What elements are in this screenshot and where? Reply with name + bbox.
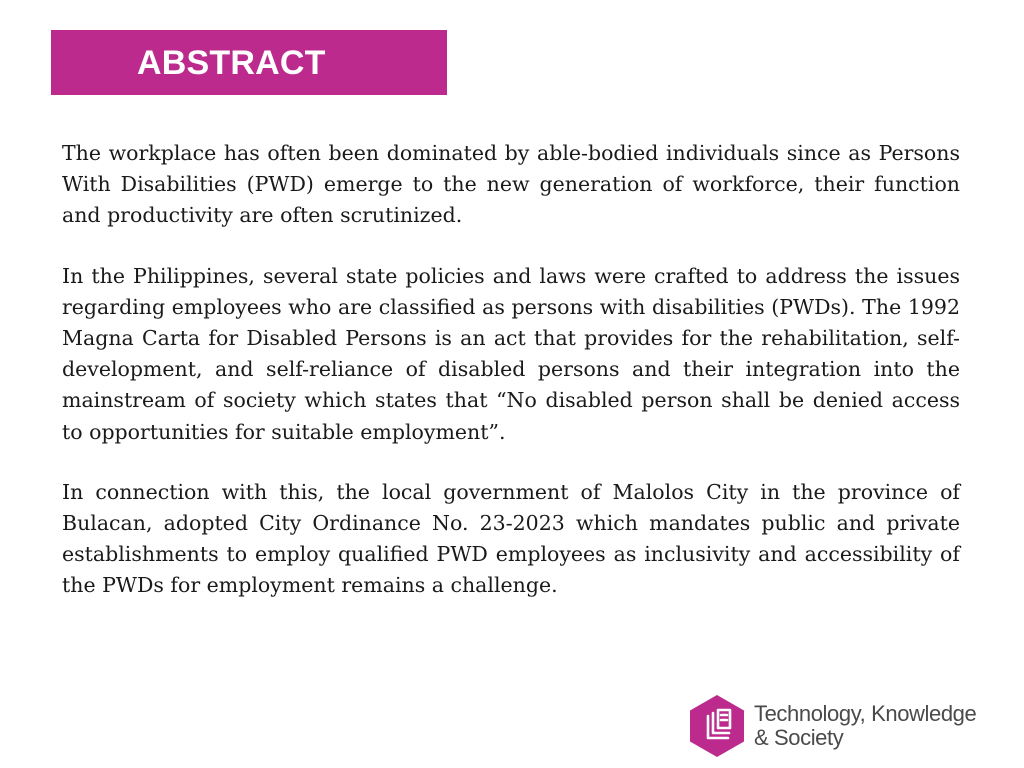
page-title: ABSTRACT xyxy=(137,44,326,82)
publisher-name-line2: & Society xyxy=(754,725,844,750)
publisher-name-line1: Technology, Knowledge xyxy=(754,701,977,726)
abstract-body xyxy=(62,138,960,631)
abstract-banner xyxy=(51,30,447,95)
publisher-name xyxy=(754,702,976,750)
publisher-logo xyxy=(688,694,978,758)
paragraph-malolos: In connection with this, the local government of Malolos City in the province of Bulacan, adopted City Ordinance No. 23-2023 which mandates public and private establishments to employ qualified PWD employees as inclusivity and accessibility of the PWDs for employment remains a challenge. xyxy=(62,479,960,598)
paragraph-intro: The workplace has often been dominated by able-bodied individuals since as Persons With Disabilities (PWD) emerge to the new generation of workforce, their function and productivity are often scrutinized. xyxy=(62,141,960,228)
paragraph-philippines: In the Philippines, several state policies and laws were crafted to address the issues regarding employees who are classified as persons with disabilities (PWDs). The 1992 Magna Carta for Disabled Persons is an act that provides for the rehabilitation, self-development, and self-reliance of disabled persons and their integration into the mainstream of society which states that “No disabled person shall be denied access to opportunities for suitable employment”. xyxy=(62,263,960,444)
hexagon-book-icon xyxy=(688,694,746,758)
